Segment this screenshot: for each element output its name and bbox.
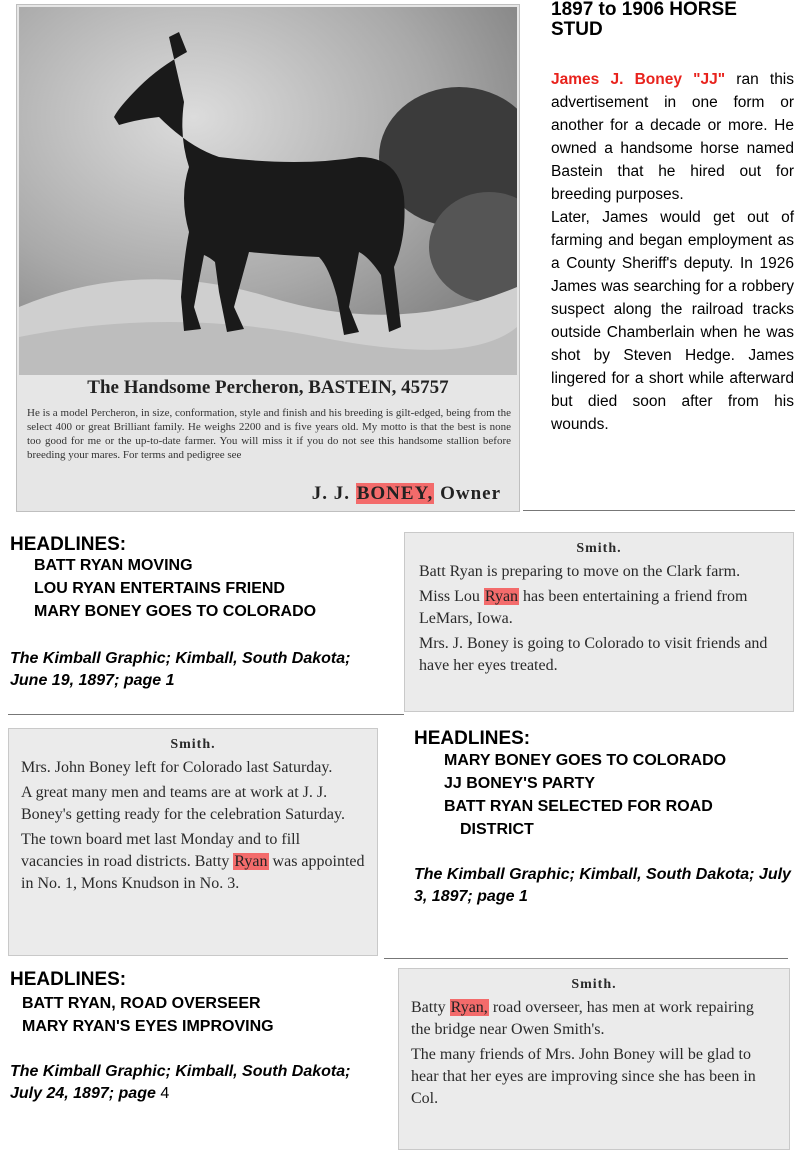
horse-advertisement	[16, 4, 520, 512]
section3-headlines	[22, 992, 382, 1038]
ad-title: The Handsome Percheron, BASTEIN, 45757	[87, 377, 449, 398]
clip-paragraph: The many friends of Mrs. John Boney will be glad to hear that her eyes are improving since she has been in Col.	[411, 1046, 756, 1107]
bio-name: James J. Boney "JJ"	[551, 71, 726, 88]
clip-masthead: Smith.	[170, 737, 216, 752]
clip-masthead: Smith.	[576, 541, 622, 556]
clip-paragraph: Batt Ryan is preparing to move on the Clark farm.	[419, 563, 741, 580]
section2-clipping	[8, 728, 378, 956]
ryan-highlight: Ryan	[484, 588, 519, 605]
owner-suffix: Owner	[434, 483, 501, 504]
ad-owner	[312, 483, 501, 505]
headline-item: BATT RYAN SELECTED FOR ROAD	[444, 798, 713, 815]
section1-headlines	[34, 554, 394, 623]
clip-paragraph: Mrs. J. Boney is going to Colorado to visit friends and have her eyes treated.	[419, 635, 768, 674]
section3-heading: HEADLINES:	[10, 969, 127, 990]
divider	[523, 510, 795, 511]
section2-citation: The Kimball Graphic; Kimball, South Dakota; July 3, 1897; page 1	[414, 866, 791, 905]
owner-prefix: J. J.	[311, 483, 356, 504]
bio-text	[551, 68, 794, 436]
ryan-highlight: Ryan,	[450, 999, 488, 1016]
headline-item: MARY BONEY GOES TO COLORADO	[444, 752, 727, 769]
headline-item: BATT RYAN MOVING	[34, 557, 193, 574]
headline-item: MARY RYAN'S EYES IMPROVING	[22, 1018, 274, 1035]
section1-citation: The Kimball Graphic; Kimball, South Dakota; June 19, 1897; page 1	[10, 650, 351, 689]
bio-p2: Later, James would get out of farming and began employment as a County Sheriff's deputy. In 1926 James was searching for a robbery suspect along the railroad tracks outside Chamberlain when he was shot by Steven Hedge. James lingered for a short while afterward but died soon after from his wounds.	[551, 209, 794, 433]
section3-citation: The Kimball Graphic; Kimball, South Dakota; July 24, 1897; page 4	[10, 1063, 351, 1102]
clip-masthead: Smith.	[571, 977, 617, 992]
section3-clipping	[398, 968, 790, 1150]
divider	[8, 714, 404, 715]
clip-paragraph: Miss Lou Ryan has been entertaining a friend from LeMars, Iowa.	[419, 588, 748, 627]
ad-body: He is a model Percheron, in size, conformation, style and finish and his breeding is gilt-edged, being from the select 400 or great Brilliant family. He weighs 2200 and is five years old. My motto is that the best is none too good for me or the up-to-date farmer. You will miss it if you do not see this handsome stallion before breeding your mares. For terms and pedigree see	[27, 407, 511, 461]
headline-item: LOU RYAN ENTERTAINS FRIEND	[34, 580, 285, 597]
bio-p1: ran this advertisement in one form or another for a decade or more. He owned a handsome horse named Bastein that he hired out for breeding purposes.	[551, 71, 795, 203]
divider	[384, 958, 788, 959]
owner-name-highlight: BONEY,	[356, 483, 434, 504]
clip-paragraph: Batty Ryan, road overseer, has men at work repairing the bridge near Owen Smith's.	[411, 999, 754, 1038]
headline-item: BATT RYAN, ROAD OVERSEER	[22, 995, 261, 1012]
clip-paragraph: A great many men and teams are at work at J. J. Boney's getting ready for the celebration Saturday.	[21, 784, 345, 823]
clip-paragraph: Mrs. John Boney left for Colorado last Saturday.	[21, 759, 333, 776]
page-title: 1897 to 1906 HORSE STUD	[551, 0, 737, 40]
horse-photo	[19, 7, 517, 375]
section1-clipping	[404, 532, 794, 712]
headline-item: MARY BONEY GOES TO COLORADO	[34, 603, 317, 620]
headline-item: DISTRICT	[460, 821, 534, 838]
headline-item: JJ BONEY'S PARTY	[444, 775, 596, 792]
section1-heading: HEADLINES:	[10, 534, 127, 555]
section2-headlines	[444, 749, 794, 841]
ryan-highlight: Ryan	[234, 853, 268, 870]
clip-paragraph: The town board met last Monday and to fill vacancies in road districts. Batty Ryan was appointed in No. 1, Mons Knudson in No. 3.	[21, 831, 365, 892]
section2-heading: HEADLINES:	[414, 728, 531, 749]
